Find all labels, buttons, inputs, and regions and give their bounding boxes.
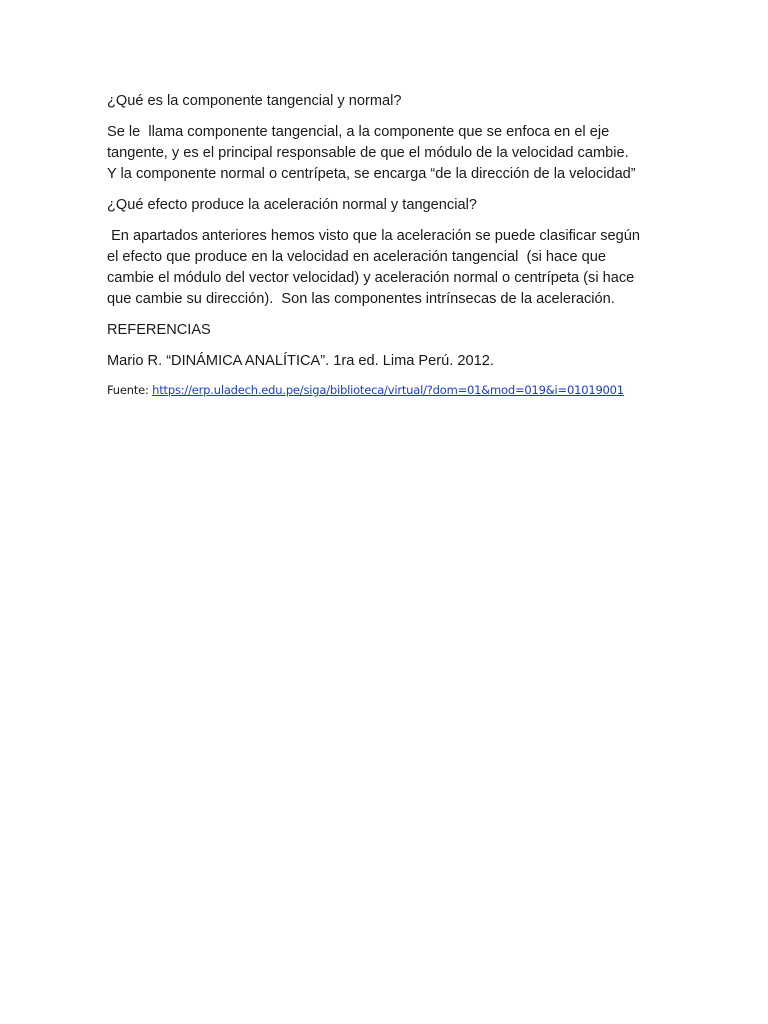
answer-2-line-2: el efecto que produce en la velocidad en aceleración tangencial (si hace que xyxy=(107,249,606,265)
answer-1 xyxy=(107,122,667,185)
answer-1-line-1: Se le llama componente tangencial, a la componente que se enfoca en el eje xyxy=(107,124,610,140)
reference-entry: Mario R. “DINÁMICA ANALÍTICA”. 1ra ed. Lima Perú. 2012. xyxy=(107,353,494,369)
source-line xyxy=(107,382,667,398)
answer-1-line-3: Y la componente normal o centrípeta, se encarga “de la dirección de la velocidad” xyxy=(107,166,636,182)
answer-1-line-2: tangente, y es el principal responsable de que el módulo de la velocidad cambie. xyxy=(107,145,629,161)
references-heading: REFERENCIAS xyxy=(107,322,211,338)
question-2: ¿Qué efecto produce la aceleración normal y tangencial? xyxy=(107,197,477,213)
question-1: ¿Qué es la componente tangencial y normal? xyxy=(107,93,402,109)
answer-2 xyxy=(107,226,667,310)
document-body xyxy=(107,91,667,398)
answer-2-line-3: cambie el módulo del vector velocidad) y aceleración normal o centrípeta (si hace xyxy=(107,270,635,286)
source-link[interactable]: https://erp.uladech.edu.pe/siga/biblioteca/virtual/?dom=01&mod=019&i=01019001 xyxy=(152,383,624,397)
source-label: Fuente: xyxy=(107,383,153,397)
answer-2-line-4: que cambie su dirección). Son las componentes intrínsecas de la aceleración. xyxy=(107,291,615,307)
answer-2-line-1: En apartados anteriores hemos visto que la aceleración se puede clasificar según xyxy=(107,228,640,244)
